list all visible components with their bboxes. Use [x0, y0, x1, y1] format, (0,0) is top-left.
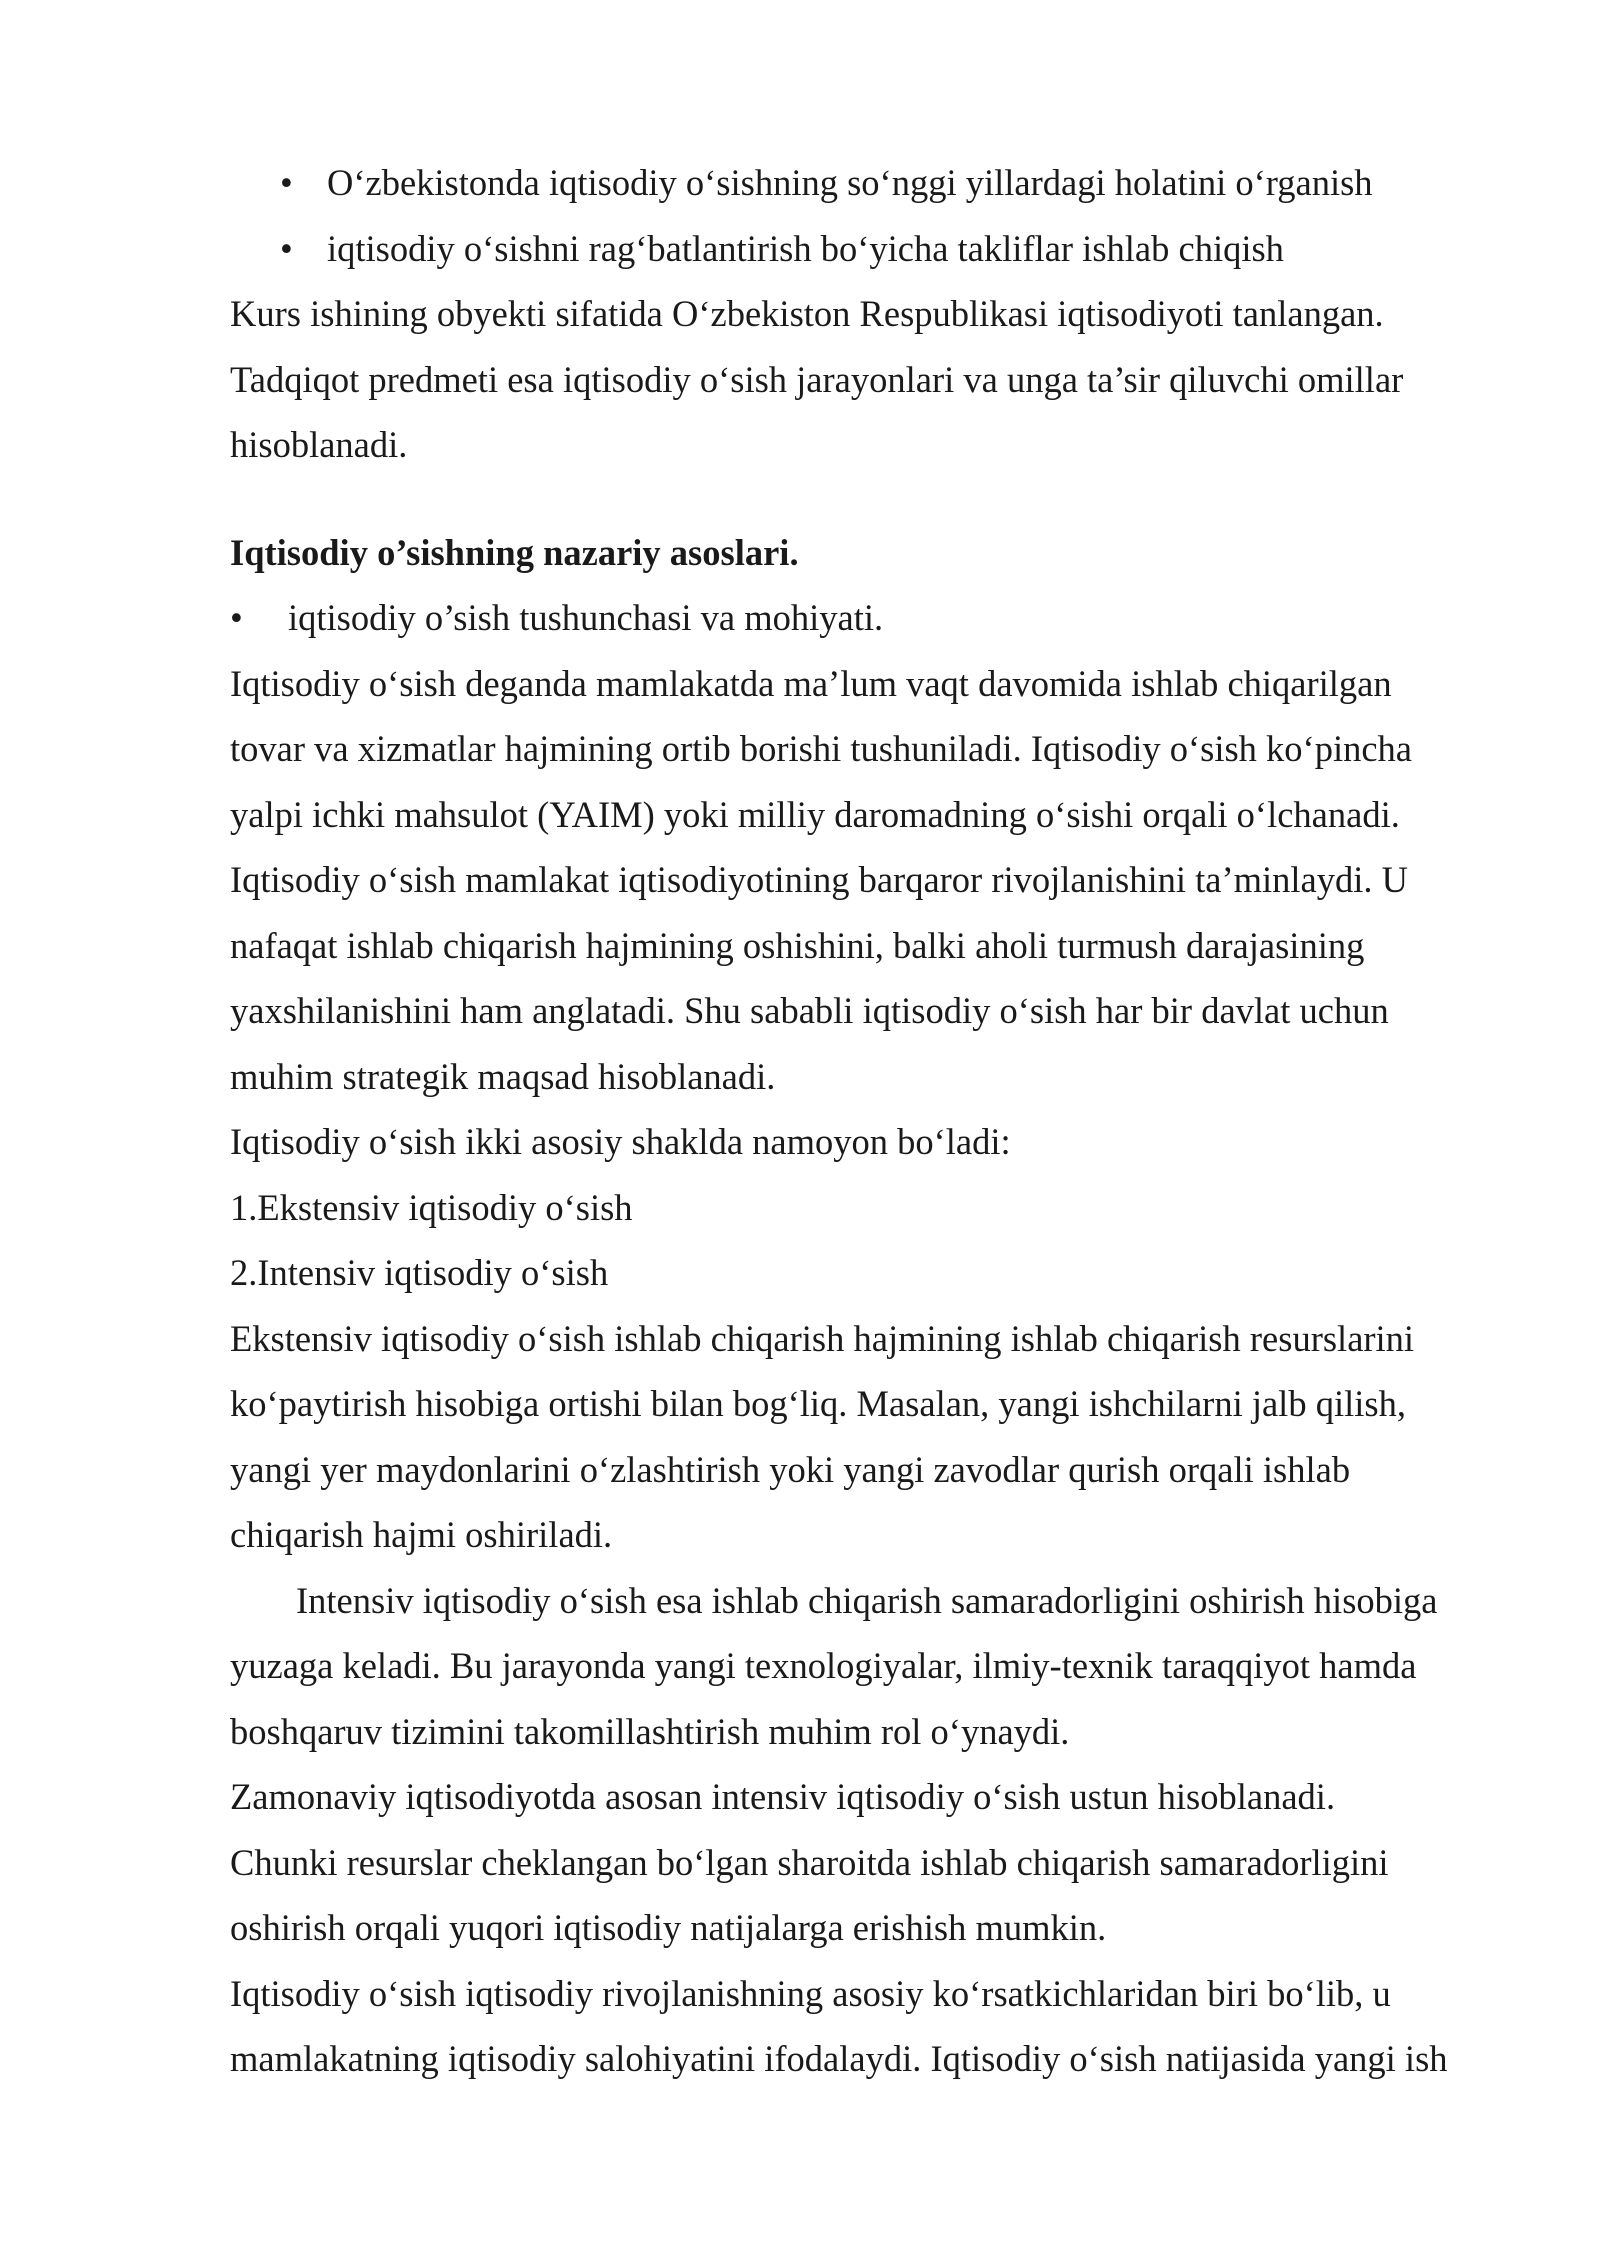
paragraph-forms-intro: Iqtisodiy o‘sish ikki asosiy shaklda namoyon bo‘ladi:: [230, 1121, 1011, 1162]
text-line: yangi yer maydonlarini o‘zlashtirish yoki yangi zavodlar qurish orqali ishlab: [230, 1448, 1351, 1490]
list-item: [230, 216, 1530, 282]
bullet-icon: •: [230, 597, 243, 638]
text-line: mamlakatning iqtisodiy salohiyatini ifodalaydi. Iqtisodiy o‘sish natijasida yangi ish: [230, 2038, 1448, 2079]
text-line: tovar va xizmatlar hajmining ortib borishi tushuniladi. Iqtisodiy o‘sish ko‘pincha: [230, 728, 1413, 769]
bullet-icon: •: [280, 162, 293, 203]
text-line: hisoblanadi.: [230, 424, 408, 465]
text-line: chiqarish hajmi oshiriladi.: [230, 1514, 613, 1555]
text-line: yuzaga keladi. Bu jarayonda yangi texnologiyalar, ilmiy-texnik taraqqiyot hamda: [230, 1645, 1417, 1686]
paragraph-definition: [230, 651, 1530, 1110]
text-line: Iqtisodiy o‘sish deganda mamlakatda ma’lum vaqt davomida ishlab chiqarilgan: [230, 662, 1392, 704]
text-line: nafaqat ishlab chiqarish hajmining oshishini, balki aholi turmush darajasining: [230, 924, 1365, 966]
paragraph-gap: [230, 478, 1530, 520]
text-line: Zamonaviy iqtisodiyotda asosan intensiv iqtisodiy o‘sish ustun hisoblanadi.: [230, 1776, 1336, 1817]
paragraph-intensive: [230, 1568, 1530, 1765]
list-item-text: O‘zbekistonda iqtisodiy o‘sishning so‘nggi yillardagi holatini o‘rganish: [327, 162, 1373, 203]
text-line: Iqtisodiy o‘sish iqtisodiy rivojlanishning asosiy ko‘rsatkichlaridan biri bo‘lib, u: [230, 1972, 1391, 2014]
list-item: 1.Ekstensiv iqtisodiy o‘sish: [230, 1186, 633, 1228]
paragraph-extensive: [230, 1306, 1530, 1568]
text-line: boshqaruv tizimini takomillashtirish muhim rol o‘ynaydi.: [230, 1710, 1070, 1752]
paragraph-object: [230, 281, 1530, 478]
section-heading: Iqtisodiy o’sishning nazariy asoslari.: [230, 531, 799, 573]
paragraph-last: [230, 1961, 1530, 2092]
list-item: 2.Intensiv iqtisodiy o‘sish: [230, 1252, 609, 1293]
text-line: Chunki resurslar cheklangan bo‘lgan sharoitda ishlab chiqarish samaradorligini: [230, 1841, 1389, 1883]
bullet-icon: •: [280, 227, 293, 269]
text-line: yalpi ichki mahsulot (YAIM) yoki milliy daromadning o‘sishi orqali o‘lchanadi.: [230, 793, 1400, 835]
text-line: Kurs ishining obyekti sifatida O‘zbekiston Respublikasi iqtisodiyoti tanlangan.: [230, 293, 1384, 334]
list-item: [230, 150, 1530, 216]
document-body: [230, 150, 1530, 2092]
text-line: Ekstensiv iqtisodiy o‘sish ishlab chiqarish hajmining ishlab chiqarish resurslarini: [230, 1317, 1415, 1359]
list-item: [230, 585, 1530, 651]
text-line: ko‘paytirish hisobiga ortishi bilan bog‘liq. Masalan, yangi ishchilarni jalb qilish,: [230, 1383, 1406, 1424]
list-item-text: iqtisodiy o’sish tushunchasi va mohiyati.: [288, 597, 884, 638]
text-line: oshirish orqali yuqori iqtisodiy natijalarga erishish mumkin.: [230, 1907, 1107, 1948]
list-item-text: iqtisodiy o‘sishni rag‘batlantirish bo‘yicha takliflar ishlab chiqish: [327, 227, 1284, 269]
paragraph-modern: [230, 1764, 1530, 1961]
text-line: yaxshilanishini ham anglatadi. Shu sababli iqtisodiy o‘sish har bir davlat uchun: [230, 990, 1389, 1031]
text-line: Intensiv iqtisodiy o‘sish esa ishlab chiqarish samaradorligini oshirish hisobiga: [296, 1579, 1438, 1621]
text-line: muhim strategik maqsad hisoblanadi.: [230, 1055, 776, 1097]
text-line: Iqtisodiy o‘sish mamlakat iqtisodiyotining barqaror rivojlanishini ta’minlaydi. U: [230, 859, 1408, 900]
text-line: Tadqiqot predmeti esa iqtisodiy o‘sish jarayonlari va unga ta’sir qiluvchi omillar: [230, 358, 1404, 400]
